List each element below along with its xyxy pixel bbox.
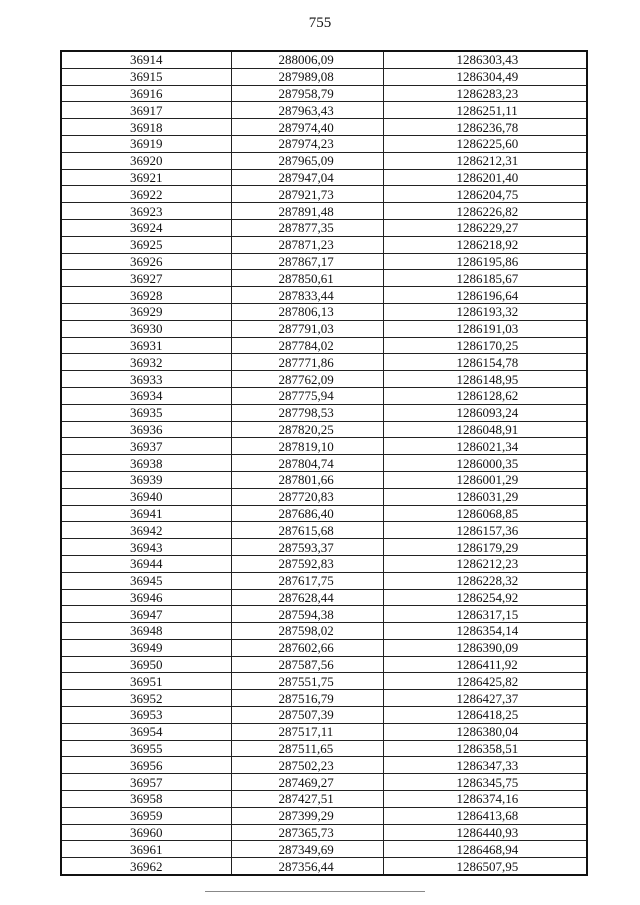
point-number-cell: 36919: [61, 135, 231, 152]
table-row: [61, 807, 587, 824]
x-coordinate-cell: 287628,44: [231, 589, 383, 606]
y-coordinate-cell: 1286345,75: [383, 774, 587, 791]
x-coordinate-cell: 287958,79: [231, 85, 383, 102]
x-coordinate-cell: 287356,44: [231, 858, 383, 875]
y-coordinate-cell: 1286170,25: [383, 337, 587, 354]
point-number-cell: 36948: [61, 623, 231, 640]
point-number-cell: 36923: [61, 203, 231, 220]
y-coordinate-cell: 1286001,29: [383, 471, 587, 488]
table-row: [61, 539, 587, 556]
point-number-cell: 36958: [61, 791, 231, 808]
y-coordinate-cell: 1286093,24: [383, 404, 587, 421]
x-coordinate-cell: 287516,79: [231, 690, 383, 707]
coordinates-table: [60, 50, 588, 876]
point-number-cell: 36916: [61, 85, 231, 102]
x-coordinate-cell: 287947,04: [231, 169, 383, 186]
x-coordinate-cell: 287349,69: [231, 841, 383, 858]
coordinates-table-body: [61, 51, 587, 875]
y-coordinate-cell: 1286347,33: [383, 757, 587, 774]
table-row: [61, 841, 587, 858]
table-row: [61, 152, 587, 169]
point-number-cell: 36914: [61, 51, 231, 68]
table-row: [61, 690, 587, 707]
table-row: [61, 555, 587, 572]
x-coordinate-cell: 287791,03: [231, 320, 383, 337]
point-number-cell: 36941: [61, 505, 231, 522]
table-row: [61, 287, 587, 304]
y-coordinate-cell: 1286413,68: [383, 807, 587, 824]
x-coordinate-cell: 287833,44: [231, 287, 383, 304]
page-number: 755: [308, 15, 332, 31]
x-coordinate-cell: 287819,10: [231, 438, 383, 455]
table-row: [61, 791, 587, 808]
x-coordinate-cell: 287551,75: [231, 673, 383, 690]
table-row: [61, 387, 587, 404]
x-coordinate-cell: 287963,43: [231, 102, 383, 119]
table-row: [61, 707, 587, 724]
y-coordinate-cell: 1286148,95: [383, 371, 587, 388]
x-coordinate-cell: 287867,17: [231, 253, 383, 270]
table-row: [61, 186, 587, 203]
x-coordinate-cell: 287598,02: [231, 623, 383, 640]
y-coordinate-cell: 1286229,27: [383, 219, 587, 236]
table-row: [61, 488, 587, 505]
table-row: [61, 337, 587, 354]
x-coordinate-cell: 287507,39: [231, 707, 383, 724]
point-number-cell: 36922: [61, 186, 231, 203]
y-coordinate-cell: 1286179,29: [383, 539, 587, 556]
x-coordinate-cell: 287775,94: [231, 387, 383, 404]
y-coordinate-cell: 1286195,86: [383, 253, 587, 270]
y-coordinate-cell: 1286507,95: [383, 858, 587, 875]
table-row: [61, 757, 587, 774]
x-coordinate-cell: 287365,73: [231, 824, 383, 841]
y-coordinate-cell: 1286031,29: [383, 488, 587, 505]
y-coordinate-cell: 1286303,43: [383, 51, 587, 68]
table-row: [61, 371, 587, 388]
y-coordinate-cell: 1286425,82: [383, 673, 587, 690]
x-coordinate-cell: 287617,75: [231, 572, 383, 589]
footer-rule: [205, 891, 425, 892]
x-coordinate-cell: 287974,23: [231, 135, 383, 152]
x-coordinate-cell: 287593,37: [231, 539, 383, 556]
point-number-cell: 36952: [61, 690, 231, 707]
table-row: [61, 320, 587, 337]
point-number-cell: 36953: [61, 707, 231, 724]
table-row: [61, 303, 587, 320]
table-row: [61, 270, 587, 287]
point-number-cell: 36950: [61, 656, 231, 673]
table-row: [61, 522, 587, 539]
point-number-cell: 36951: [61, 673, 231, 690]
x-coordinate-cell: 287974,40: [231, 119, 383, 136]
table-row: [61, 253, 587, 270]
y-coordinate-cell: 1286254,92: [383, 589, 587, 606]
x-coordinate-cell: 287686,40: [231, 505, 383, 522]
y-coordinate-cell: 1286304,49: [383, 68, 587, 85]
point-number-cell: 36955: [61, 740, 231, 757]
point-number-cell: 36945: [61, 572, 231, 589]
point-number-cell: 36934: [61, 387, 231, 404]
point-number-cell: 36931: [61, 337, 231, 354]
point-number-cell: 36930: [61, 320, 231, 337]
y-coordinate-cell: 1286427,37: [383, 690, 587, 707]
table-row: [61, 236, 587, 253]
x-coordinate-cell: 287921,73: [231, 186, 383, 203]
x-coordinate-cell: 287820,25: [231, 421, 383, 438]
table-row: [61, 203, 587, 220]
table-row: [61, 135, 587, 152]
y-coordinate-cell: 1286226,82: [383, 203, 587, 220]
point-number-cell: 36924: [61, 219, 231, 236]
x-coordinate-cell: 287804,74: [231, 455, 383, 472]
y-coordinate-cell: 1286440,93: [383, 824, 587, 841]
point-number-cell: 36961: [61, 841, 231, 858]
x-coordinate-cell: 287989,08: [231, 68, 383, 85]
point-number-cell: 36928: [61, 287, 231, 304]
y-coordinate-cell: 1286317,15: [383, 606, 587, 623]
table-row: [61, 824, 587, 841]
point-number-cell: 36947: [61, 606, 231, 623]
table-row: [61, 219, 587, 236]
table-row: [61, 505, 587, 522]
point-number-cell: 36915: [61, 68, 231, 85]
point-number-cell: 36954: [61, 723, 231, 740]
y-coordinate-cell: 1286048,91: [383, 421, 587, 438]
table-row: [61, 169, 587, 186]
y-coordinate-cell: 1286218,92: [383, 236, 587, 253]
y-coordinate-cell: 1286068,85: [383, 505, 587, 522]
x-coordinate-cell: 287517,11: [231, 723, 383, 740]
table-row: [61, 723, 587, 740]
y-coordinate-cell: 1286201,40: [383, 169, 587, 186]
x-coordinate-cell: 288006,09: [231, 51, 383, 68]
table-row: [61, 656, 587, 673]
table-row: [61, 740, 587, 757]
x-coordinate-cell: 287469,27: [231, 774, 383, 791]
table-row: [61, 102, 587, 119]
x-coordinate-cell: 287784,02: [231, 337, 383, 354]
table-row: [61, 623, 587, 640]
x-coordinate-cell: 287594,38: [231, 606, 383, 623]
y-coordinate-cell: 1286000,35: [383, 455, 587, 472]
x-coordinate-cell: 287771,86: [231, 354, 383, 371]
table-row: [61, 354, 587, 371]
y-coordinate-cell: 1286021,34: [383, 438, 587, 455]
point-number-cell: 36960: [61, 824, 231, 841]
point-number-cell: 36933: [61, 371, 231, 388]
point-number-cell: 36935: [61, 404, 231, 421]
table-row: [61, 673, 587, 690]
y-coordinate-cell: 1286468,94: [383, 841, 587, 858]
y-coordinate-cell: 1286354,14: [383, 623, 587, 640]
y-coordinate-cell: 1286228,32: [383, 572, 587, 589]
x-coordinate-cell: 287762,09: [231, 371, 383, 388]
point-number-cell: 36926: [61, 253, 231, 270]
point-number-cell: 36962: [61, 858, 231, 875]
point-number-cell: 36956: [61, 757, 231, 774]
point-number-cell: 36917: [61, 102, 231, 119]
point-number-cell: 36957: [61, 774, 231, 791]
table-row: [61, 421, 587, 438]
point-number-cell: 36918: [61, 119, 231, 136]
table-row: [61, 455, 587, 472]
x-coordinate-cell: 287502,23: [231, 757, 383, 774]
x-coordinate-cell: 287511,65: [231, 740, 383, 757]
x-coordinate-cell: 287891,48: [231, 203, 383, 220]
point-number-cell: 36944: [61, 555, 231, 572]
x-coordinate-cell: 287587,56: [231, 656, 383, 673]
point-number-cell: 36932: [61, 354, 231, 371]
x-coordinate-cell: 287615,68: [231, 522, 383, 539]
y-coordinate-cell: 1286411,92: [383, 656, 587, 673]
table-row: [61, 606, 587, 623]
y-coordinate-cell: 1286283,23: [383, 85, 587, 102]
point-number-cell: 36920: [61, 152, 231, 169]
table-row: [61, 471, 587, 488]
x-coordinate-cell: 287850,61: [231, 270, 383, 287]
point-number-cell: 36939: [61, 471, 231, 488]
x-coordinate-cell: 287427,51: [231, 791, 383, 808]
point-number-cell: 36942: [61, 522, 231, 539]
point-number-cell: 36925: [61, 236, 231, 253]
x-coordinate-cell: 287798,53: [231, 404, 383, 421]
y-coordinate-cell: 1286418,25: [383, 707, 587, 724]
x-coordinate-cell: 287602,66: [231, 639, 383, 656]
x-coordinate-cell: 287399,29: [231, 807, 383, 824]
y-coordinate-cell: 1286196,64: [383, 287, 587, 304]
table-row: [61, 119, 587, 136]
x-coordinate-cell: 287592,83: [231, 555, 383, 572]
y-coordinate-cell: 1286225,60: [383, 135, 587, 152]
y-coordinate-cell: 1286154,78: [383, 354, 587, 371]
y-coordinate-cell: 1286193,32: [383, 303, 587, 320]
table-row: [61, 404, 587, 421]
x-coordinate-cell: 287965,09: [231, 152, 383, 169]
table-row: [61, 589, 587, 606]
x-coordinate-cell: 287871,23: [231, 236, 383, 253]
table-row: [61, 68, 587, 85]
point-number-cell: 36929: [61, 303, 231, 320]
point-number-cell: 36921: [61, 169, 231, 186]
y-coordinate-cell: 1286128,62: [383, 387, 587, 404]
table-row: [61, 51, 587, 68]
table-row: [61, 858, 587, 875]
table-row: [61, 85, 587, 102]
y-coordinate-cell: 1286358,51: [383, 740, 587, 757]
y-coordinate-cell: 1286251,11: [383, 102, 587, 119]
y-coordinate-cell: 1286380,04: [383, 723, 587, 740]
y-coordinate-cell: 1286212,31: [383, 152, 587, 169]
x-coordinate-cell: 287720,83: [231, 488, 383, 505]
y-coordinate-cell: 1286374,16: [383, 791, 587, 808]
point-number-cell: 36949: [61, 639, 231, 656]
y-coordinate-cell: 1286185,67: [383, 270, 587, 287]
point-number-cell: 36938: [61, 455, 231, 472]
y-coordinate-cell: 1286191,03: [383, 320, 587, 337]
y-coordinate-cell: 1286157,36: [383, 522, 587, 539]
table-row: [61, 774, 587, 791]
point-number-cell: 36937: [61, 438, 231, 455]
point-number-cell: 36940: [61, 488, 231, 505]
point-number-cell: 36943: [61, 539, 231, 556]
y-coordinate-cell: 1286236,78: [383, 119, 587, 136]
x-coordinate-cell: 287806,13: [231, 303, 383, 320]
x-coordinate-cell: 287801,66: [231, 471, 383, 488]
table-row: [61, 438, 587, 455]
table-row: [61, 572, 587, 589]
point-number-cell: 36946: [61, 589, 231, 606]
point-number-cell: 36927: [61, 270, 231, 287]
point-number-cell: 36959: [61, 807, 231, 824]
y-coordinate-cell: 1286212,23: [383, 555, 587, 572]
y-coordinate-cell: 1286204,75: [383, 186, 587, 203]
table-row: [61, 639, 587, 656]
x-coordinate-cell: 287877,35: [231, 219, 383, 236]
point-number-cell: 36936: [61, 421, 231, 438]
y-coordinate-cell: 1286390,09: [383, 639, 587, 656]
